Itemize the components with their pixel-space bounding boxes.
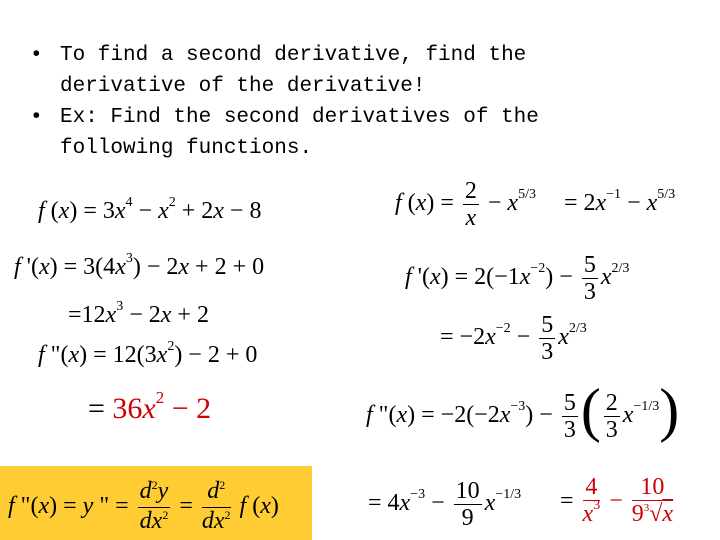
bullet-text-line: Ex: Find the second derivatives of the: [60, 106, 539, 129]
right-eq-2: f '$(x) = 2(-1x^{-2})$ − $\frac{5}{3}$ $x^{2/3}$: [405, 252, 630, 305]
bullet-text-line: derivative of the derivative!: [60, 75, 426, 98]
left-eq-4: f "$(x) = 12(3x^2) - 2 + 0$: [38, 339, 258, 368]
bullet-text-line: To find a second derivative, find the: [60, 44, 527, 67]
left-eq-2: f '$(x) = 3(4x^3) - 2x + 2 + 0$: [14, 251, 265, 280]
right-eq-3: = $-2x^{-2}$ − $\frac{5}{3}$ $x^{2/3}$: [440, 312, 587, 365]
right-eq-5: = $4x^{-3}$ − $\frac{10}{9}$ $x^{-1/3}$: [368, 478, 522, 531]
left-answer: = $36x^2 - 2$: [88, 388, 212, 425]
bullet-list: [30, 40, 539, 164]
bullet-text-line: following functions.: [60, 137, 313, 160]
bullet-symbol: •: [30, 44, 43, 67]
second-derivative-notation: f "(x) = y " = $\frac{d^2y}{dx^2}$ = $\frac{d^2}{dx^2}$ f (x): [8, 478, 279, 534]
left-eq-3: $=12x^3 - 2x + 2$: [68, 299, 209, 328]
bullet-item-1: [30, 40, 539, 102]
left-eq-1: f $(x) = 3x^4 - x^2 + 2x - 8$: [38, 195, 262, 224]
right-answer: = $\frac{4}{x^3}$ − $\frac{10}{9^3√x}$: [560, 474, 674, 527]
right-eq-1: f (x) = $\frac{2}{x}$ − $x^{5/3} = 2x^{-1} - x^{5/3}$: [395, 178, 676, 231]
bullet-symbol: •: [30, 106, 43, 129]
right-eq-4: f "$(x) = -2(-2x^{-3})$ − $\frac{5}{3}$ ( $\frac{2}{3}$ $x^{-1/3}$): [366, 377, 680, 443]
bullet-item-2: [30, 102, 539, 164]
